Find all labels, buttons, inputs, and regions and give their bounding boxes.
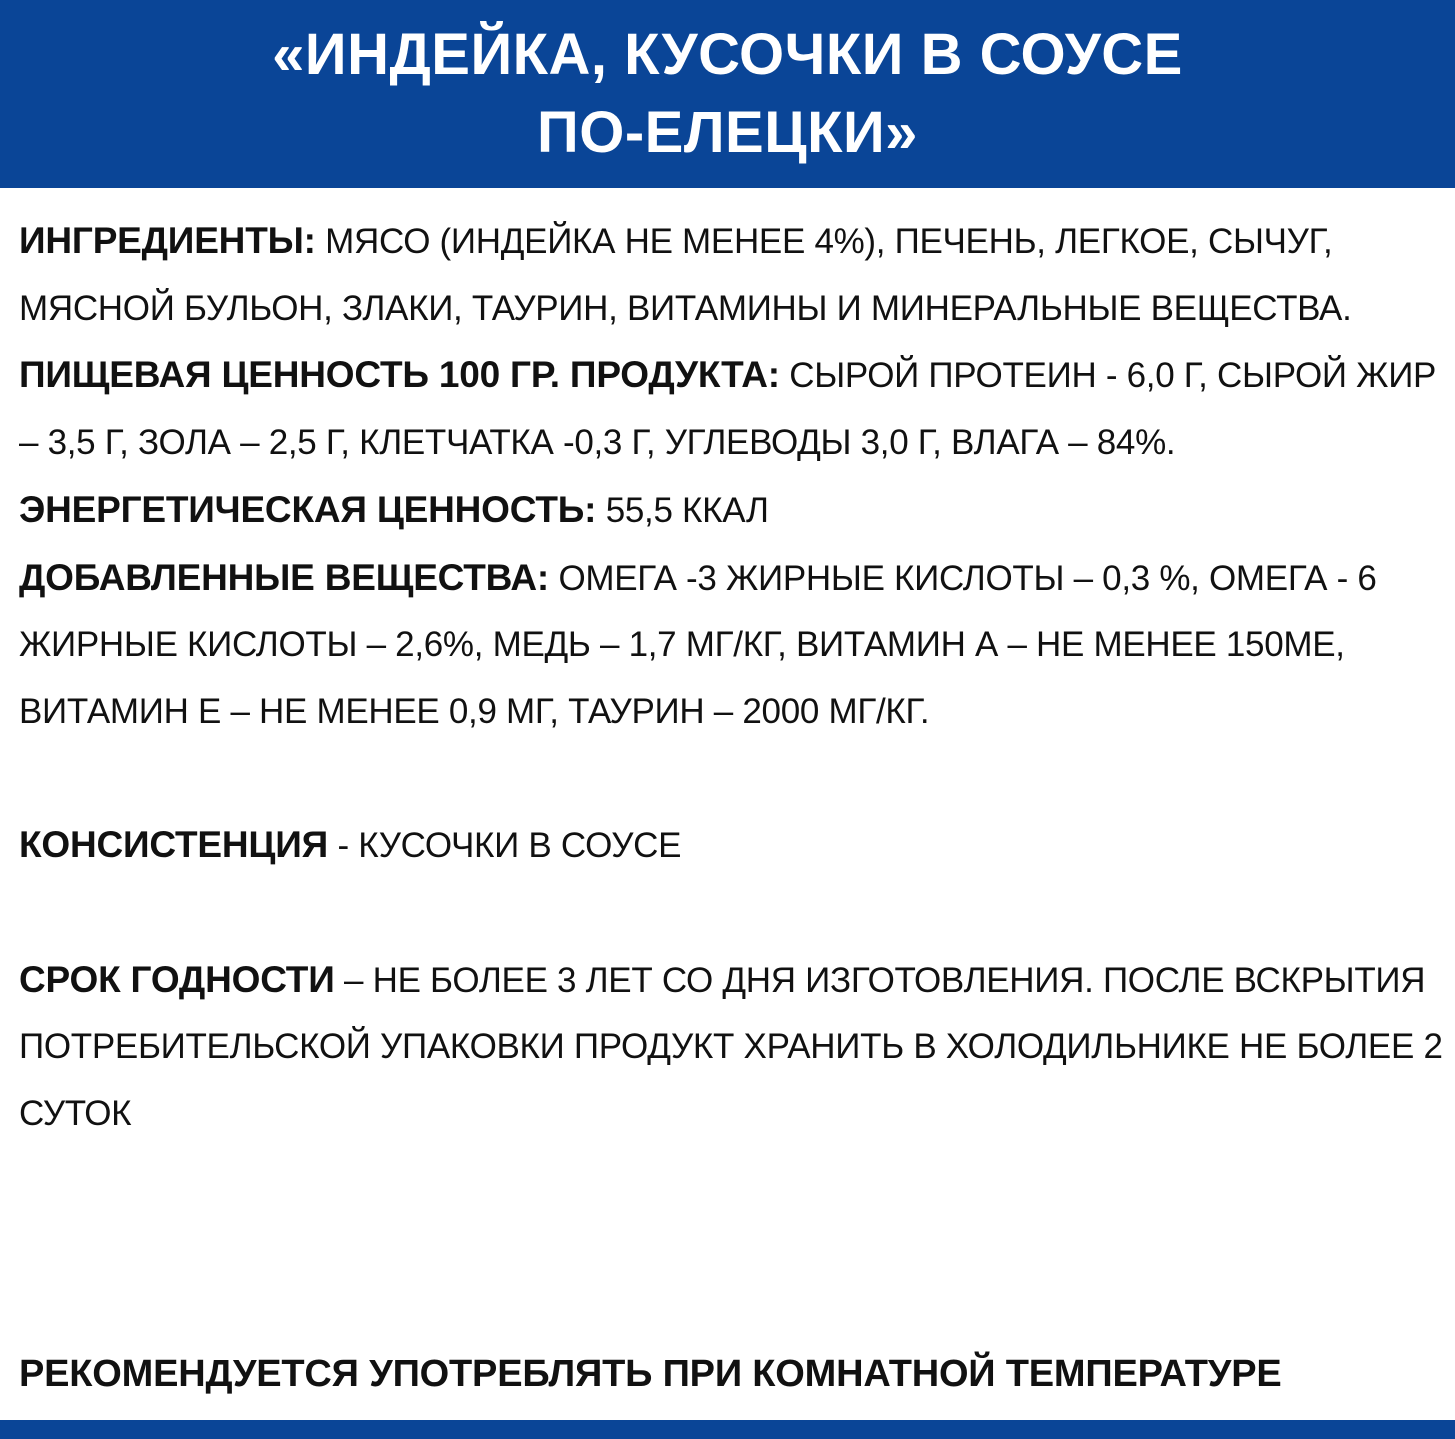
additives-text: ОМЕГА -3 ЖИРНЫЕ КИСЛОТЫ – 0,3 %, ОМЕГА - 6 ЖИРНЫЕ КИСЛОТЫ – 2,6%, МЕДЬ – 1,7 МГ/КГ, ВИТАМИН А – НЕ МЕНЕЕ 150МЕ, ВИТАМИН Е – НЕ МЕНЕЕ 0,9 МГ, ТАУРИН – 2000 МГ/КГ.: [19, 558, 1377, 731]
energy-text: 55,5 ККАЛ: [596, 490, 769, 530]
consistency-text: - КУСОЧКИ В СОУСЕ: [328, 826, 682, 866]
spacer: [19, 746, 1449, 813]
nutrition-paragraph: [19, 342, 1449, 476]
nutrition-label: ПИЩЕВАЯ ЦЕННОСТЬ 100 ГР. ПРОДУКТА:: [19, 354, 780, 396]
ingredients-label: ИНГРЕДИЕНТЫ:: [19, 220, 316, 261]
additives-paragraph: [19, 545, 1449, 746]
additives-label: ДОБАВЛЕННЫЕ ВЕЩЕСТВА:: [19, 556, 550, 598]
shelf-life-text: – НЕ БОЛЕЕ 3 ЛЕТ СО ДНЯ ИЗГОТОВЛЕНИЯ. ПОСЛЕ ВСКРЫТИЯ ПОТРЕБИТЕЛЬСКОЙ УПАКОВКИ ПРОДУКТ ХРАНИТЬ В ХОЛОДИЛЬНИКЕ НЕ БОЛЕЕ 2 СУТОК: [19, 960, 1443, 1134]
spacer: [19, 880, 1449, 947]
ingredients-text: МЯСО (ИНДЕЙКА НЕ МЕНЕЕ 4%), ПЕЧЕНЬ, ЛЕГКОЕ, СЫЧУГ, МЯСНОЙ БУЛЬОН, ЗЛАКИ, ТАУРИН, ВИТАМИНЫ И МИНЕРАЛЬНЫЕ ВЕЩЕСТВА.: [19, 222, 1352, 328]
consistency-label: КОНСИСТЕНЦИЯ: [19, 824, 329, 866]
shelf-life-paragraph: [19, 947, 1449, 1148]
energy-paragraph: [19, 477, 1449, 545]
product-info: [19, 208, 1449, 1148]
product-title-line-1: «ИНДЕЙКА, КУСОЧКИ В СОУСЕ: [272, 22, 1183, 87]
serving-recommendation: РЕКОМЕНДУЕТСЯ УПОТРЕБЛЯТЬ ПРИ КОМНАТНОЙ ТЕМПЕРАТУРЕ: [19, 1353, 1282, 1395]
shelf-life-label: СРОК ГОДНОСТИ: [19, 958, 335, 1000]
energy-label: ЭНЕРГЕТИЧЕСКАЯ ЦЕННОСТЬ:: [19, 488, 597, 530]
consistency-paragraph: [19, 812, 1449, 880]
nutrition-text: СЫРОЙ ПРОТЕИН - 6,0 Г, СЫРОЙ ЖИР – 3,5 Г, ЗОЛА – 2,5 Г, КЛЕТЧАТКА -0,3 Г, УГЛЕВОДЫ 3,0 Г, ВЛАГА – 84%.: [19, 356, 1437, 463]
title-banner: [0, 0, 1455, 188]
product-title-line-2: ПО-ЕЛЕЦКИ»: [537, 100, 918, 165]
ingredients-paragraph: [19, 208, 1449, 342]
bottom-bar: [0, 1420, 1455, 1439]
